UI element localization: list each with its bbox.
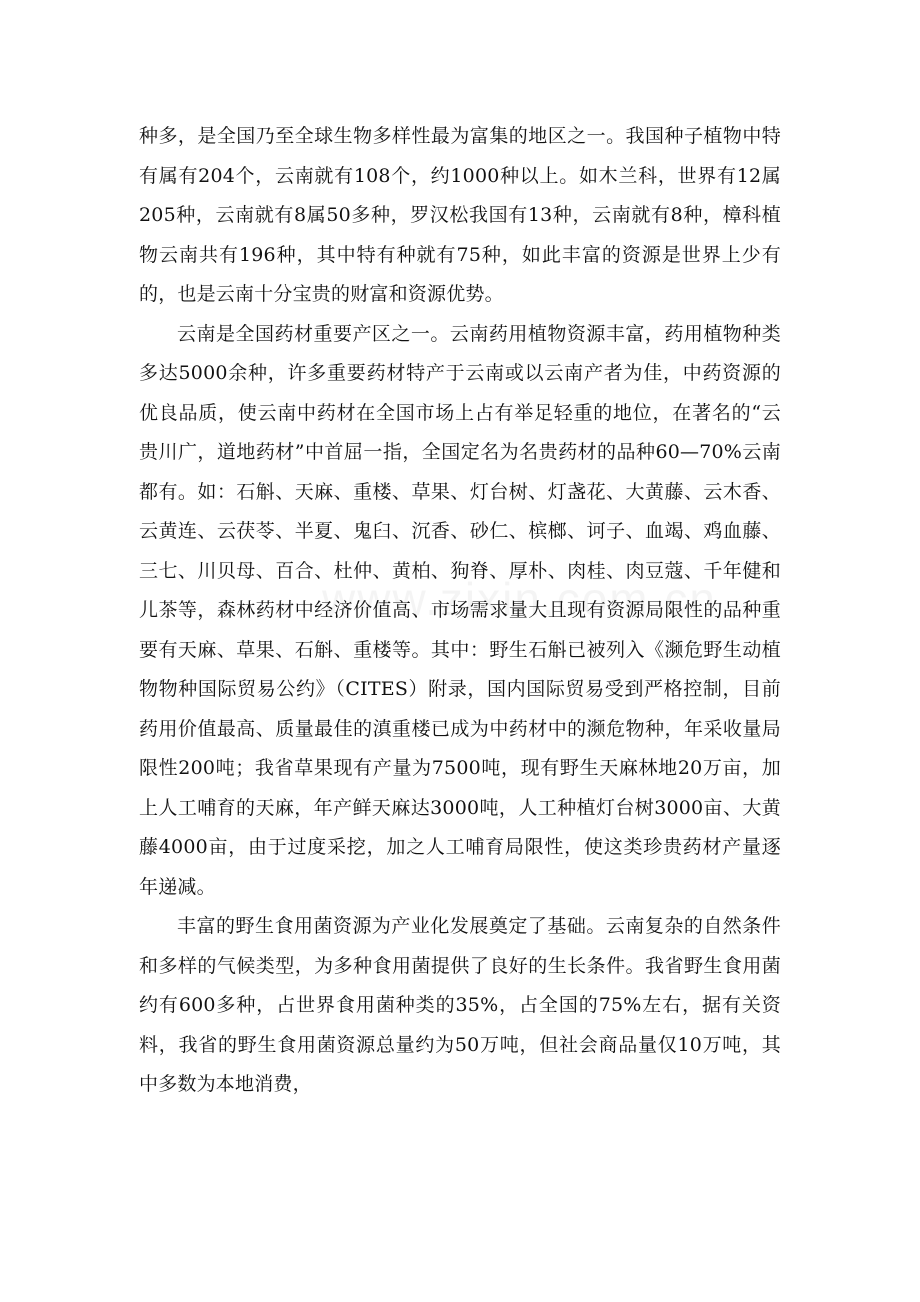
- paragraph-3: 丰富的野生食用菌资源为产业化发展奠定了基础。云南复杂的自然条件和多样的气候类型，为多种食用菌提供了良好的生长条件。我省野生食用菌约有600多种，占世界食用菌种类的35%，占全国的75%左右，据有关资料，我省的野生食用菌资源总量约为50万吨，但社会商品量仅10万吨，其中多数为本地消费，: [139, 915, 781, 1095]
- paragraph-2: 云南是全国药材重要产区之一。云南药用植物资源丰富，药用植物种类多达5000余种，许多重要药材特产于云南或以云南产者为佳，中药资源的优良品质，使云南中药材在全国市场上占有举足轻重的地位，在著名的“云贵川广，道地药材”中首屈一指，全国定名为名贵药材的品种60—70%云南都有。如：石斛、天麻、重楼、草果、灯台树、灯盏花、大黄藤、云木香、云黄连、云茯苓、半夏、鬼臼、沉香、砂仁、槟榔、诃子、血竭、鸡血藤、三七、川贝母、百合、杜仲、黄柏、狗脊、厚朴、肉桂、肉豆蔻、千年健和儿茶等，森林药材中经济价值高、市场需求量大且现有资源局限性的品种重要有天麻、草果、石斛、重楼等。其中：野生石斛已被列入《濒危野生动植物物种国际贸易公约》（CITES）附录，国内国际贸易受到严格控制，目前药用价值最高、质量最佳的滇重楼已成为中药材中的濒危物种，年采收量局限性200吨；我省草果现有产量为7500吨，现有野生天麻林地20万亩，加上人工哺育的天麻，年产鲜天麻达3000吨，人工种植灯台树3000亩、大黄藤4000亩，由于过度采挖，加之人工哺育局限性，使这类珍贵药材产量逐年递减。: [139, 322, 781, 898]
- paragraph-1: 种多，是全国乃至全球生物多样性最为富集的地区之一。我国种子植物中特有属有204个，云南就有108个，约1000种以上。如木兰科，世界有12属205种，云南就有8属50多种，罗汉松我国有13种，云南就有8种，樟科植物云南共有196种，其中特有种就有75种，如此丰富的资源是世界上少有的，也是云南十分宝贵的财富和资源优势。: [139, 125, 781, 305]
- document-body: [139, 117, 781, 1105]
